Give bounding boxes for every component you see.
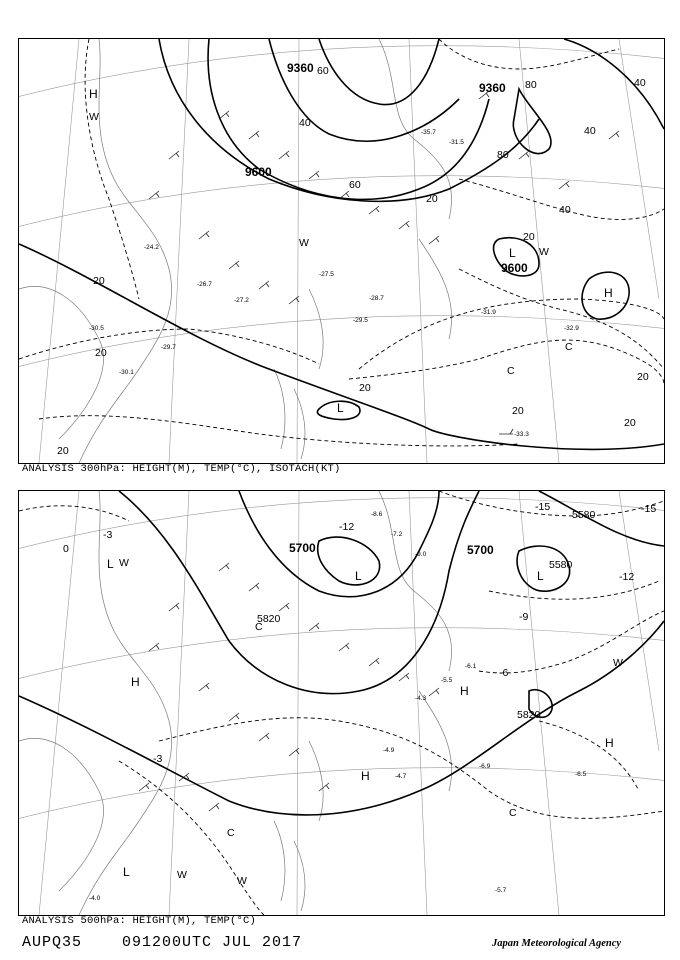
map-300hpa-canvas (19, 39, 664, 463)
isotherm-contours (19, 491, 664, 915)
pressure-system-marker: H (604, 286, 613, 300)
pressure-system-marker: H (89, 87, 98, 101)
station-temp: -4.7 (395, 773, 407, 780)
contour-label: 20 (523, 231, 535, 243)
agency-name: Japan Meteorological Agency (492, 938, 622, 949)
height-label: 5820 (257, 613, 281, 625)
wind-barbs (149, 91, 619, 434)
height-label: 9600 (245, 165, 272, 179)
station-temp: -7.2 (391, 531, 403, 538)
pressure-system-marker: W (119, 557, 129, 569)
station-temp: -6.1 (465, 663, 477, 670)
coastline (19, 39, 452, 463)
pressure-system-marker: L (107, 557, 114, 571)
pressure-system-marker: W (177, 869, 187, 881)
station-temp: -5.7 (495, 887, 507, 894)
pressure-system-marker: L (537, 569, 544, 583)
contour-label: 20 (637, 371, 649, 383)
height-label: 5700 (289, 541, 316, 555)
contour-label: 40 (584, 125, 596, 137)
contour-label: 20 (624, 417, 636, 429)
height-contours (19, 491, 664, 815)
station-temp: -27.2 (234, 297, 249, 304)
contour-label: 20 (93, 275, 105, 287)
height-label: 5580 (549, 559, 573, 571)
contour-label: -9 (519, 611, 529, 623)
pressure-system-marker: C (227, 827, 235, 839)
height-label: 5580 (572, 509, 596, 521)
contour-label: -3 (153, 753, 163, 765)
station-temp: -24.2 (144, 244, 159, 251)
station-temp: -31.9 (481, 309, 496, 316)
station-temp: -27.5 (319, 271, 334, 278)
caption-300hpa: ANALYSIS 300hPa: HEIGHT(M), TEMP(°C), ISOTACH(KT) (22, 463, 341, 475)
height-label: 5700 (467, 543, 494, 557)
station-temp: -6.9 (479, 763, 491, 770)
pressure-system-marker: C (565, 341, 573, 353)
contour-label: 0 (63, 543, 69, 555)
contour-label: 40 (559, 204, 571, 216)
contour-label: 20 (426, 193, 438, 205)
station-temp: -26.7 (197, 281, 212, 288)
height-label: 9360 (287, 61, 314, 75)
pressure-system-marker: H (460, 684, 469, 698)
caption-500hpa: ANALYSIS 500hPa: HEIGHT(M), TEMP(°C) (22, 915, 257, 927)
contour-label: 60 (317, 65, 329, 77)
contour-label: 60 (349, 179, 361, 191)
map-panel-500hpa (18, 490, 665, 916)
contour-label: -12 (619, 571, 635, 583)
chart-datetime: 091200UTC JUL 2017 (122, 934, 303, 951)
height-label: 9600 (501, 261, 528, 275)
contour-label: 20 (512, 405, 524, 417)
station-temp: -28.7 (369, 295, 384, 302)
station-temp: -4.9 (383, 747, 395, 754)
station-temp: -4.3 (415, 695, 427, 702)
station-temp: -30.5 (89, 325, 104, 332)
contour-label: 20 (359, 382, 371, 394)
pressure-system-marker: W (613, 657, 623, 669)
contour-label: 80 (497, 149, 509, 161)
contour-label: -3 (103, 529, 113, 541)
station-temp: -6.5 (575, 771, 587, 778)
station-temp: -8.6 (371, 511, 383, 518)
height-contours (19, 39, 664, 449)
chart-code: AUPQ35 (22, 934, 83, 951)
contour-label: 40 (634, 77, 646, 89)
contour-label: 80 (525, 79, 537, 91)
pressure-system-marker: L (337, 401, 344, 415)
height-label: 9360 (479, 81, 506, 95)
station-temp: -31.5 (449, 139, 464, 146)
pressure-system-marker: L (509, 246, 516, 260)
map-panel-300hpa (18, 38, 665, 464)
contour-label: -6 (499, 667, 509, 679)
pressure-system-marker: H (131, 675, 140, 689)
station-temp: -32.9 (564, 325, 579, 332)
contour-label: -15 (535, 501, 551, 513)
station-temp: -35.7 (421, 129, 436, 136)
pressure-system-marker: W (89, 111, 99, 123)
pressure-system-marker: H (361, 769, 370, 783)
pressure-system-marker: W (539, 246, 549, 258)
pressure-system-marker: W (299, 237, 309, 249)
contour-label: 20 (95, 347, 107, 359)
station-temp: -9.0 (415, 551, 427, 558)
pressure-system-marker: W (237, 875, 247, 887)
map-500hpa-canvas (19, 491, 664, 915)
pressure-system-marker: H (605, 736, 614, 750)
contour-label: -15 (641, 503, 657, 515)
pressure-system-marker: C (507, 365, 515, 377)
pressure-system-marker: L (123, 865, 130, 879)
pressure-system-marker: L (355, 569, 362, 583)
isotach-contours (19, 39, 664, 446)
pressure-system-marker: C (509, 807, 517, 819)
graticule (19, 39, 664, 463)
coastline (19, 491, 452, 915)
station-temp: -30.1 (119, 369, 134, 376)
station-temp: -5.5 (441, 677, 453, 684)
contour-label: 40 (299, 117, 311, 129)
contour-label: 20 (57, 445, 69, 457)
height-label: 5820 (517, 709, 541, 721)
station-temp: -33.3 (514, 431, 529, 438)
contour-label: -12 (339, 521, 355, 533)
chart-identifier (22, 934, 302, 951)
station-temp: -4.0 (89, 895, 101, 902)
pressure-system-marker: C (255, 621, 263, 633)
station-temp: -29.5 (353, 317, 368, 324)
graticule (19, 491, 664, 915)
station-temp: -29.7 (161, 344, 176, 351)
